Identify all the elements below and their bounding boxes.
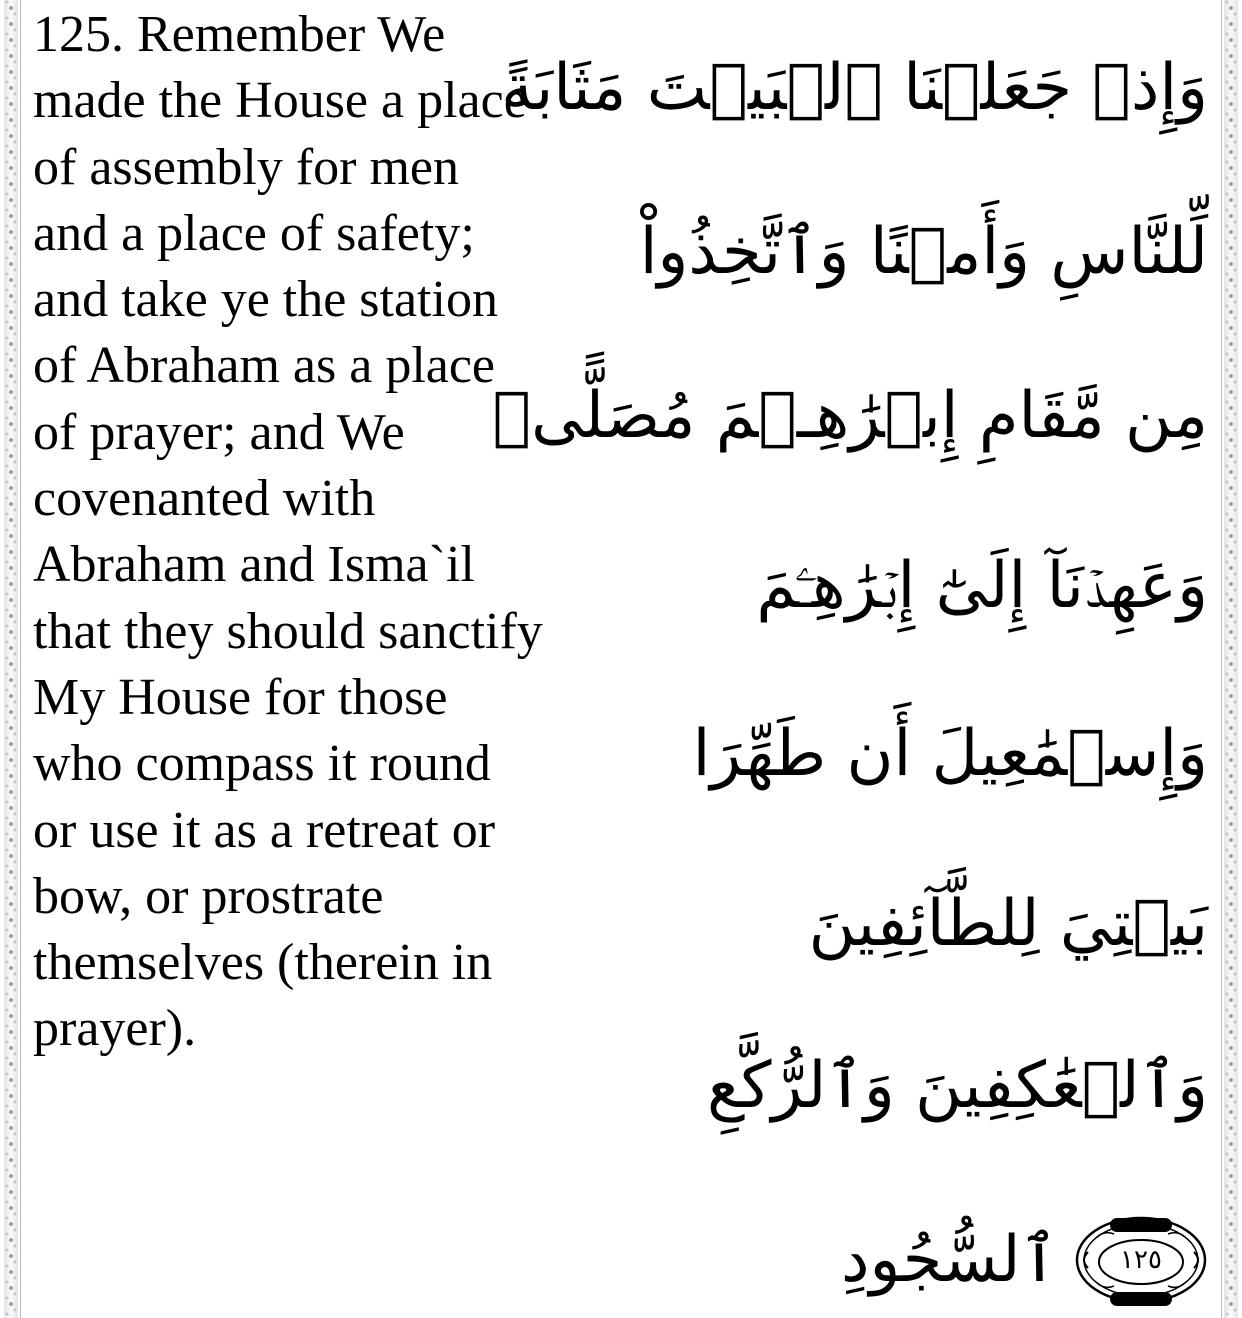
- arabic-line-3: مِن مَّقَامِ إِبۡرَٰهِـۧمَ مُصَلًّىۖ: [492, 379, 1208, 453]
- right-decorative-border: [1224, 0, 1238, 1318]
- left-border-line: [20, 0, 21, 1318]
- arabic-line-8-text: ٱلسُّجُودِ: [841, 1223, 1058, 1297]
- arabic-line-1: وَإِذۡ جَعَلۡنَا ٱلۡبَيۡتَ مَثَابَةً: [501, 51, 1208, 125]
- left-decorative-border: [4, 0, 18, 1318]
- verse-translation: 125. Remember We made the House a place of assembly for men and a place of safety; and take ye the station of Abraham as a place of prayer; and We covenanted with Abraham and Isma`il that they should sanctify My House for those who compass it round or use it as a retreat or bow, or prostrate themselves (therein in prayer).: [33, 6, 543, 1058]
- arabic-line-6: بَيۡتِيَ لِلطَّآئِفِينَ: [808, 887, 1208, 961]
- arabic-line-7: وَٱلۡعَٰكِفِينَ وَٱلرُّكَّعِ: [706, 1049, 1208, 1123]
- ayah-number: ١٢٥: [1120, 1245, 1162, 1275]
- ayah-end-marker: [1074, 1212, 1208, 1308]
- arabic-line-2: لِّلنَّاسِ وَأَمۡنًا وَٱتَّخِذُواْ: [639, 215, 1208, 289]
- arabic-line-8: [841, 1212, 1208, 1308]
- arabic-line-5: وَإِسۡمَٰعِيلَ أَن طَهِّرَا: [692, 717, 1208, 791]
- right-border-line: [1221, 0, 1222, 1318]
- arabic-line-4: وَعَهِدۡنَآ إِلَىٰٓ إِبۡرَٰهِـۧمَ: [756, 549, 1208, 623]
